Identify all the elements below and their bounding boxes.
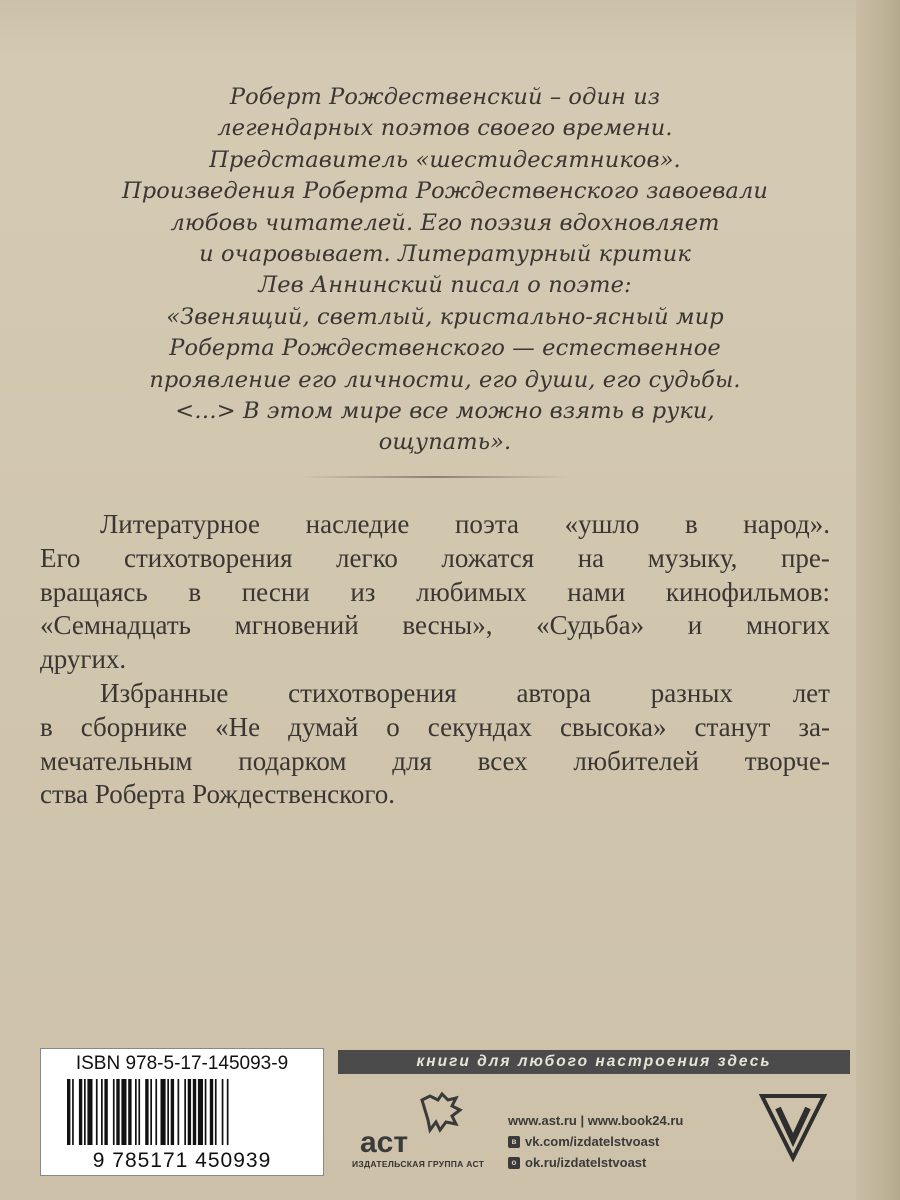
description-line [40,508,830,542]
barcode-bar [205,1079,207,1145]
quote-line: Лев Аннинский писал о поэте: [258,272,632,299]
quote-line: Представитель «шестидесятников». [209,146,681,173]
word: автора [516,677,591,708]
websites-link[interactable]: www.ast.ru | www.book24.ru [508,1113,684,1128]
description-line [40,542,830,576]
quote-line: Роберт Рождественский – один из [229,84,661,110]
barcode-bar [104,1079,107,1145]
ast-logo-text: аст [360,1126,409,1159]
word: «ушло [564,509,640,539]
word: творче- [744,745,830,776]
word: о [386,711,400,742]
barcode-bar [150,1079,152,1145]
word: поэта [454,509,519,539]
word: весны», [402,610,493,641]
barcode-bar [138,1079,140,1145]
ok-link[interactable]: ok.ru/izdatelstvoast [525,1155,647,1170]
barcode-bar [184,1079,186,1145]
word: в [684,509,698,539]
word: любимых [416,576,527,607]
word: Избранные [100,677,229,708]
barcode-bar [113,1079,115,1145]
barcode-bar [79,1079,82,1145]
word: думай [288,711,359,742]
word: секундах [427,711,532,742]
word: разных [650,677,733,708]
word: лет [792,677,830,708]
barcode-bar [72,1079,74,1145]
word: Литературное [100,509,261,539]
word: песни [241,576,310,607]
barcode-bar [210,1079,213,1145]
vk-link[interactable]: vk.com/izdatelstvoast [525,1134,660,1149]
word: «Семнадцать [40,610,191,641]
barcode-bars [67,1079,297,1149]
word: «Не [215,711,261,742]
barcode-bar [67,1079,70,1145]
word: стихотворения [123,542,293,573]
word: любителей [573,745,699,776]
barcode-bar [116,1079,119,1145]
word: легко [336,542,398,573]
publisher-caption: ИЗДАТЕЛЬСКАЯ ГРУППА АСТ [352,1159,485,1169]
barcode-bar [198,1079,203,1145]
word: наследие [305,509,410,539]
word: на [577,542,605,573]
barcode-bar [193,1079,196,1145]
description-line [40,745,830,779]
description-line [40,677,830,711]
quote-line: «Звенящий, светлый, кристально-ясный мир [166,303,724,330]
cover-spine-edge [856,0,900,1200]
description-line: других. [40,644,127,675]
barcode-bar [178,1079,180,1145]
word: свысока» [559,711,667,742]
word: сборнике [80,711,188,742]
barcode-number: 9 785171 450939 [92,1149,272,1172]
annotation-quote [40,82,850,459]
word: станут [694,711,771,742]
word: многих [745,610,830,641]
barcode-bar [161,1079,166,1145]
word: стихотворения [288,677,457,708]
barcode-bar [96,1079,98,1145]
word: вращаясь [40,576,148,607]
word: в [188,576,202,607]
ok-icon: о [508,1157,520,1169]
barcode-bar [84,1079,86,1145]
quote-line: любовь читателей. Его поэзия вдохновляет [170,209,720,236]
word: нами [567,576,626,607]
barcode-bar [227,1079,229,1145]
word: Его [40,542,81,573]
quote-line: ощупать». [378,429,512,456]
barcode-bar [167,1079,169,1145]
description-line: ства Роберта Рождественского. [40,779,396,810]
description-text [40,508,830,812]
word: «Судьба» [536,610,645,641]
quote-line: <…> В этом мире все можно взять в руки, [175,398,715,425]
ok-link-row[interactable] [508,1155,683,1170]
tagline-bar: книги для любого настроения здесь [338,1050,850,1074]
barcode-bar [87,1079,92,1145]
quote-line: Произведения Роберта Рождественского завоевали [122,178,768,205]
vk-icon: в [508,1136,520,1148]
barcode-bar [222,1079,224,1145]
barcode-bar [145,1079,148,1145]
isbn-label: ISBN 978-5-17-145093-9 [75,1053,289,1074]
barcode-bar [215,1079,217,1145]
word: пре- [780,542,830,573]
cover-top-shadow [0,0,900,60]
word: для [392,745,432,776]
barcode-bar [155,1079,157,1145]
barcode-box [40,1048,324,1176]
vk-link-row[interactable] [508,1134,683,1149]
barcode-bar [171,1079,174,1145]
word: за- [798,711,830,742]
word: всех [477,745,528,776]
publisher-links [508,1113,683,1176]
v-shield-logo-icon [758,1092,828,1162]
word: музыку, [647,542,738,573]
quote-line: легендарных поэтов своего времени. [217,115,673,142]
description-line [40,711,830,745]
barcode-bar [121,1079,126,1145]
quote-line: и очаровывает. Литературный критик [199,241,691,268]
word: кинофильмов: [665,576,830,607]
word: народ». [743,509,830,539]
section-divider [300,476,570,478]
barcode-bar [128,1079,131,1145]
description-line [40,609,830,643]
word: ложатся [441,542,535,573]
word: из [350,576,376,607]
word: подарком [238,745,347,776]
quote-line: проявление его личности, его души, его судьбы. [149,366,741,393]
description-line [40,576,830,610]
barcode-bar [188,1079,191,1145]
word: мгновений [234,610,359,641]
word: и [687,610,703,641]
word: мечательным [40,745,193,776]
word: в [40,711,53,742]
barcode-bar [101,1079,103,1145]
barcode-bar [135,1079,137,1145]
quote-line: Роберта Рождественского — естественное [169,335,721,362]
